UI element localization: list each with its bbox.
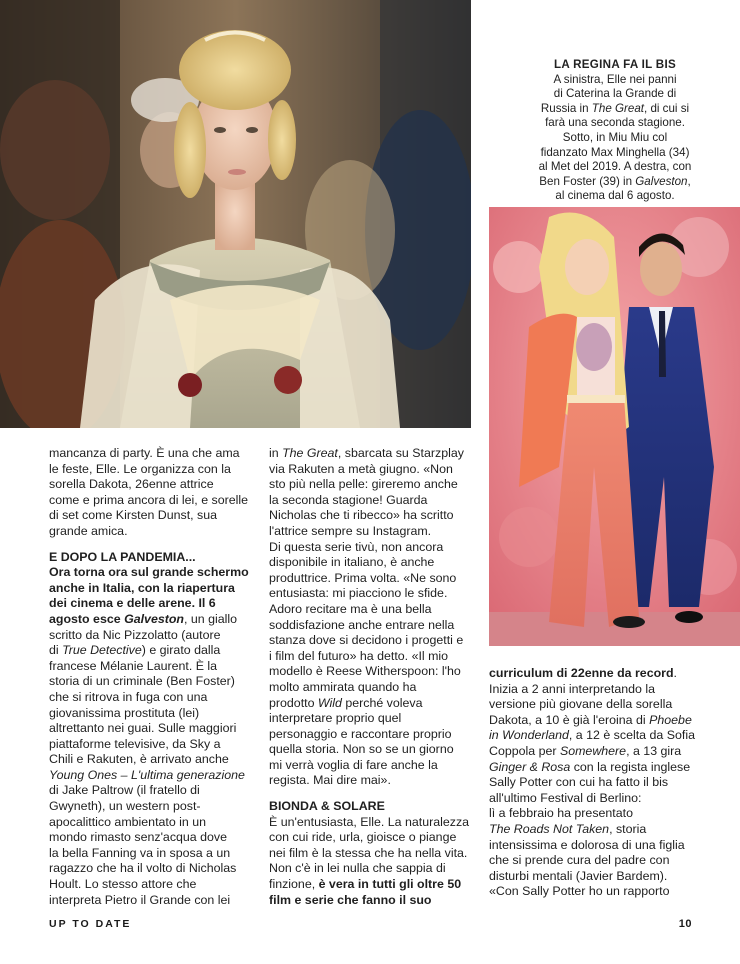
text-line: le feste, Elle. Le organizza con la <box>49 461 231 476</box>
text-line: Nicholas che ti ribecco» ha scritto <box>269 508 454 523</box>
caption-line: fidanzato Max Minghella (34) <box>540 145 690 159</box>
caption-title-italic: Galveston <box>635 174 688 188</box>
text-line: entusiasta: mi piacciono le sfide. <box>269 586 448 601</box>
section-heading: E DOPO LA PANDEMIA... <box>49 549 196 564</box>
caption-line: di Caterina la Grande di <box>553 87 677 101</box>
text-line: Adoro recitare ma è una bella <box>269 601 432 616</box>
text-line: soddisfazione anche entrare nella <box>269 617 455 632</box>
text: , sbarcata su Starzplay <box>337 446 464 460</box>
text-line: giovanissima prostituta (lei) <box>49 705 200 720</box>
article-column-3 <box>489 666 704 900</box>
text-line: personaggio e raccontare proprio <box>269 726 452 741</box>
text-line: È un'entusiasta, Elle. La naturalezza <box>269 814 470 829</box>
text-line: sorella Dakota, 26enne attrice <box>49 477 214 492</box>
text-line: Sally Potter con cui ha fatto il bis <box>489 775 669 790</box>
page-number: 10 <box>678 918 692 930</box>
text-line <box>269 877 479 893</box>
text: ) e girato dalla <box>141 643 221 658</box>
text-line <box>489 728 704 744</box>
text: , a 12 è scelta da Sofia <box>568 728 695 743</box>
text-line <box>489 744 704 760</box>
text: finzione, <box>269 877 319 892</box>
text: Coppola per <box>489 743 560 758</box>
text-line: film e serie che fanno il suo <box>269 892 432 907</box>
text-line: nei film è la stessa che ha nella vita. <box>269 845 468 860</box>
text-line: l'attrice sempre su Instagram. <box>269 523 432 538</box>
caption-line <box>490 175 740 190</box>
caption-text: Ben Foster (39) in <box>539 174 636 188</box>
text-line: interpreta Pietro il Grande con lei <box>49 892 231 907</box>
text-line <box>269 696 479 712</box>
text-line: piattaforme televisive, da Sky a <box>49 736 221 751</box>
text-line: mancanza di party. È una che ama <box>49 446 240 460</box>
text-line: che si ritrova in fuga con una <box>49 689 208 704</box>
text-line <box>489 822 704 838</box>
italic-text: Phoebe <box>649 712 692 727</box>
text-line: mi verrà voglia di fare anche la <box>269 757 438 772</box>
footer-section-name: UP TO DATE <box>49 918 132 930</box>
text: . <box>673 666 677 680</box>
text-line: regista. Mai dire mai». <box>269 773 391 788</box>
bold-text: è vera in tutti gli oltre 50 <box>318 877 462 892</box>
caption-text: , <box>687 174 691 188</box>
caption-text: , di cui si <box>644 101 690 115</box>
text: perché voleva <box>341 695 423 710</box>
text-line: grande amica. <box>49 523 128 538</box>
italic-text: Somewhere <box>559 743 627 758</box>
italic-text: True Detective <box>62 643 142 658</box>
text-line <box>489 760 704 776</box>
article-column-1 <box>49 446 259 908</box>
text: , a 13 gira <box>626 743 682 758</box>
text: con la regista inglese <box>570 759 691 774</box>
text: prodotto <box>269 695 318 710</box>
caption-title-italic: The Great <box>591 101 644 115</box>
text-line <box>269 446 479 462</box>
text-line: all'ultimo Festival di Berlino: <box>489 790 642 805</box>
text-line: produttrice. Prima volta. «Ne sono <box>269 570 457 585</box>
text-line: lì a febbraio ha presentato <box>489 806 633 821</box>
text-line: francese Mélanie Laurent. È la <box>49 658 218 673</box>
text-line: storia di un criminale (Ben Foster) <box>49 674 235 689</box>
text-line: intensissima e dolorosa di una figlia <box>489 837 685 852</box>
italic-text: Wild <box>317 695 342 710</box>
text-line: quella storia. Non so se un giorno <box>269 742 454 757</box>
text-line: disponibile in italiano, è anche <box>269 555 435 570</box>
text-line: dei cinema e delle arene. Il 6 <box>49 596 216 611</box>
text-line: Gwyneth), un western post- <box>49 799 201 814</box>
text-line: Inizia a 2 anni interpretando la <box>489 681 656 696</box>
text-line: «Con Sally Potter ho un rapporto <box>489 884 670 899</box>
section-heading: BIONDA & SOLARE <box>269 799 385 814</box>
text: , un giallo <box>184 611 238 626</box>
caption-text: Russia in <box>540 101 592 115</box>
text: in <box>269 446 283 460</box>
text-line: Hoult. Lo stesso attore che <box>49 877 197 892</box>
italic-text: The Great <box>282 446 338 460</box>
text-line: altrettanto nei guai. Sulle maggiori <box>49 721 237 736</box>
text-line: interpretare proprio quel <box>269 711 402 726</box>
caption-line: farà una seconda stagione. <box>545 116 685 130</box>
text-line: via Rakuten a metà giugno. «Non <box>269 461 453 476</box>
text-line: modello è Reese Witherspoon: l'ho <box>269 664 461 679</box>
text-line: anche in Italia, con la riapertura <box>49 580 235 595</box>
text-line: sto più nella pelle: gireremo anche <box>269 477 458 492</box>
text-line: di Jake Paltrow (il fratello di <box>49 783 200 798</box>
met-gala-photo <box>489 207 740 646</box>
text-line: Chili e Rakuten, è arrivato anche <box>49 752 229 767</box>
caption-title: LA REGINA FA IL BIS <box>553 58 677 71</box>
text-line: versione più giovane della sorella <box>489 697 673 712</box>
text-line: che si prende cura del padre con <box>489 853 670 868</box>
caption-line: Sotto, in Miu Miu col <box>562 130 668 144</box>
text-line: la seconda stagione! Guarda <box>269 492 428 507</box>
text-line: Di questa serie tivù, non ancora <box>269 539 444 554</box>
text-line: Young Ones – L'ultima generazione <box>49 767 245 782</box>
text-line: Non c'è in lei nulla che sappia di <box>269 861 446 876</box>
text-line: ragazzo che ha il volto di Nicholas <box>49 861 237 876</box>
article-column-2 <box>269 446 479 908</box>
bold-text: curriculum di 22enne da record <box>489 666 674 680</box>
caption-line: A sinistra, Elle nei panni <box>553 72 677 86</box>
text-line: Ora torna ora sul grande schermo <box>49 565 249 580</box>
text-line: apocalittico ambientato in un <box>49 814 207 829</box>
text-line <box>489 666 704 682</box>
text-line: i film del futuro» ha detto. «Il mio <box>269 648 449 663</box>
text-line: di set come Kirsten Dunst, sua <box>49 508 218 523</box>
text-line <box>49 643 259 659</box>
text-line <box>489 713 704 729</box>
text-line: mondo rimasto senz'acqua dove <box>49 830 228 845</box>
italic-text: in Wonderland <box>489 728 569 743</box>
text-line: la bella Fanning va in sposa a un <box>49 845 231 860</box>
text: Dakota, a 10 è già l'eroina di <box>489 712 650 727</box>
text-line: stanza dove si decidono i progetti e <box>269 633 464 648</box>
text-line: con cui ride, urla, gioisce o piange <box>269 830 457 845</box>
text: di <box>49 643 63 658</box>
text-line: come e prima ancora di lei, e sorelle <box>49 492 249 507</box>
italic-text: Ginger & Rosa <box>489 759 571 774</box>
italic-text: The Roads Not Taken <box>489 821 610 836</box>
text-line: scritto da Nic Pizzolatto (autore <box>49 627 221 642</box>
main-photo <box>0 0 471 428</box>
text-line <box>49 612 259 628</box>
text: , storia <box>609 821 647 836</box>
photo-caption <box>490 58 740 204</box>
bold-text: agosto esce <box>49 611 125 626</box>
bold-italic-text: Galveston <box>124 611 184 626</box>
caption-line: al cinema dal 6 agosto. <box>555 189 675 203</box>
text-line: disturbi mentali (Javier Bardem). <box>489 868 668 883</box>
text-line: molto ammirata quando ha <box>269 679 417 694</box>
caption-line: al Met del 2019. A destra, con <box>538 160 692 174</box>
caption-line <box>490 102 740 117</box>
